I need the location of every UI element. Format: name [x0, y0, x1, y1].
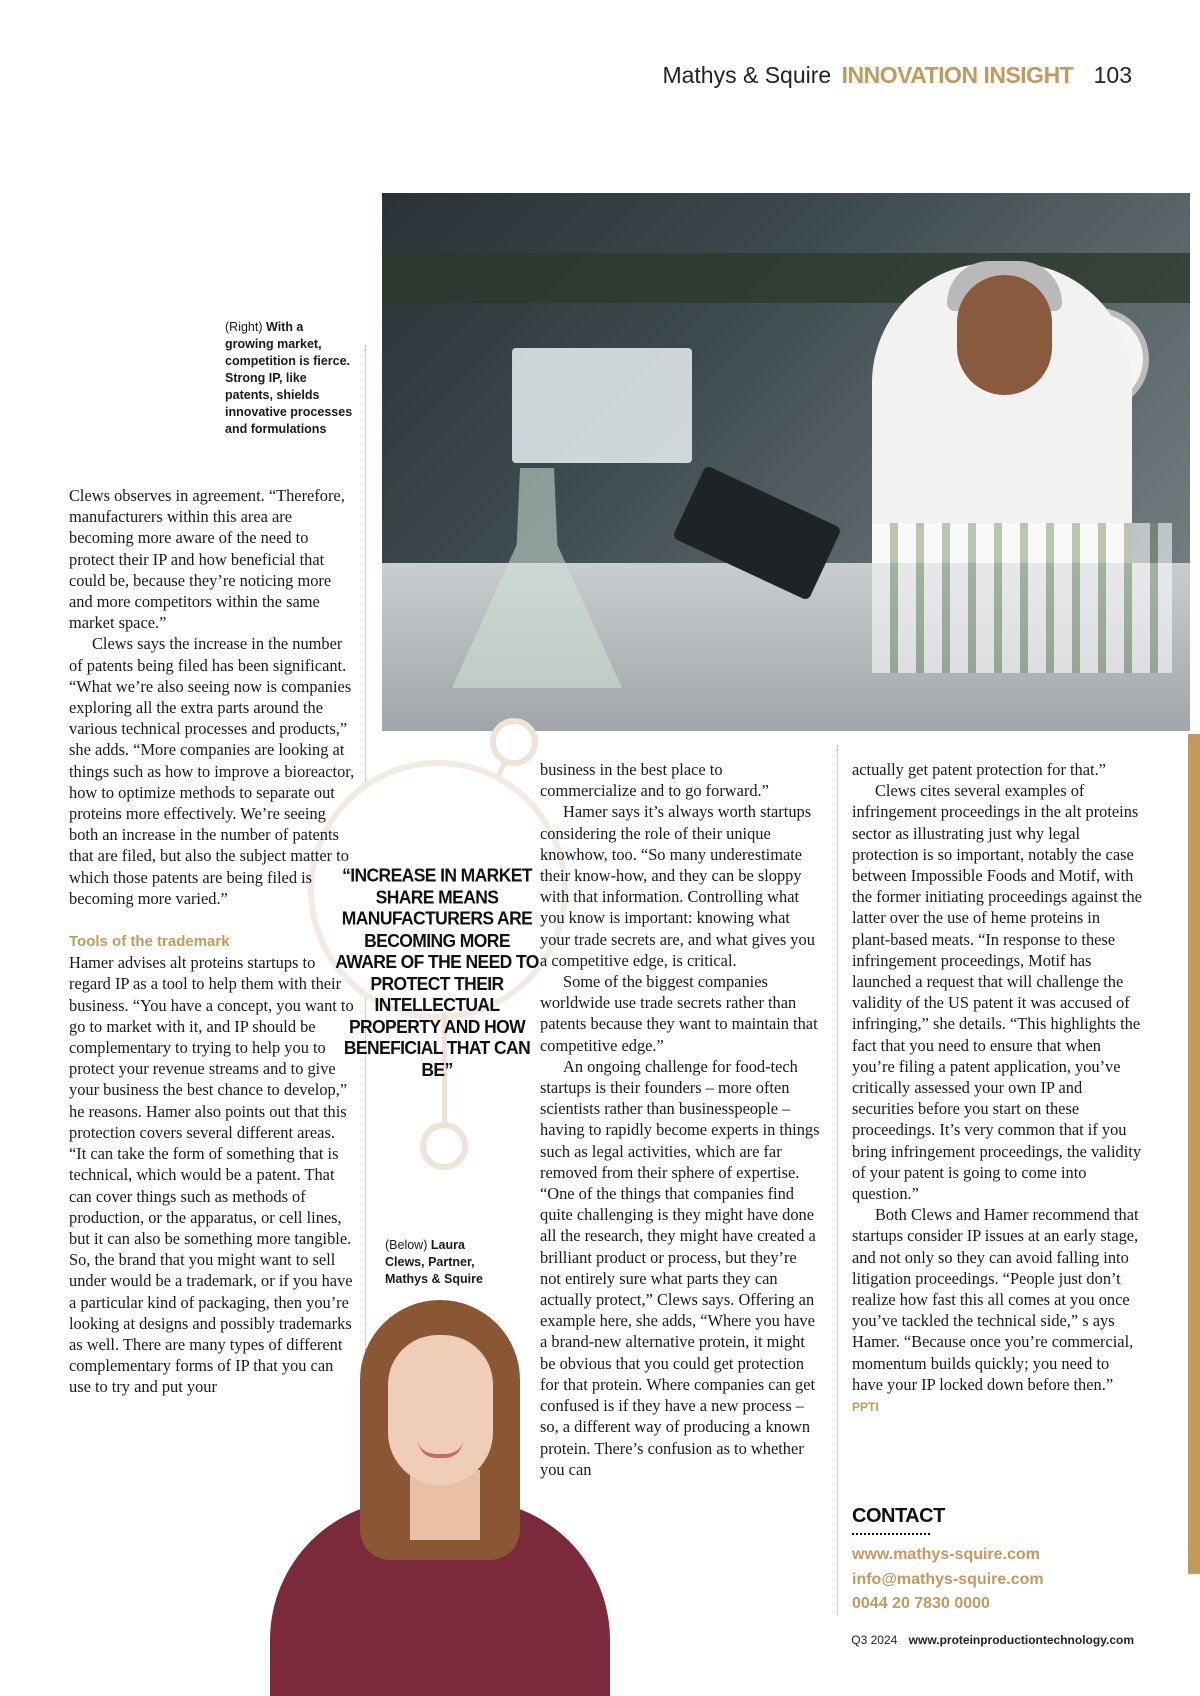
caption-text: With a growing market, competition is fierce. Strong IP, like patents, shields innovative processes and formulations: [225, 320, 353, 436]
caption-label: (Below): [385, 1238, 428, 1252]
lab-scientist-photo: [382, 193, 1190, 731]
subheading: Tools of the trademark: [69, 933, 230, 951]
photo-caption-right: [225, 319, 355, 438]
portrait-photo: [270, 1300, 610, 1696]
body-column-1: [69, 485, 355, 1398]
paragraph: Clews observes in agreement. “Therefore, manufacturers within this area are becoming more aware of the need to protect their IP and how beneficial that could be, because they’re noticing more and more competitors within the same market space.”: [69, 486, 345, 633]
paragraph: business in the best place to commercialize and to go forward.”: [540, 760, 769, 801]
footer-url[interactable]: www.proteinproductiontechnology.com: [908, 1633, 1134, 1647]
quote-connector-dot-top: [490, 718, 538, 766]
quote-connector-dot-bottom: [420, 1122, 468, 1170]
column-rule-2: [837, 745, 838, 1615]
section-title: INNOVATION INSIGHT: [841, 62, 1074, 88]
page-number: 103: [1093, 62, 1132, 88]
paragraph: actually get patent protection for that.”: [852, 760, 1106, 779]
paragraph: Clews says the increase in the number of patents being filed has been significant. “What we’re also seeing now is companies exploring all the extra parts around the various technical processes and products,” she adds. “More companies are looking at things such as how to improve a bioreactor, how to optimize methods to separate out proteins more effectively. We’re seeing both an increase in the number of patents that are filed, but also the subject matter to which those patents are being filed is becoming more varied.”: [69, 634, 355, 908]
pull-quote: “INCREASE IN MARKET SHARE MEANS MANUFACTURERS ARE BECOMING MORE AWARE OF THE NEED TO PROTECT THEIR INTELLECTUAL PROPERTY AND HOW BENEFICIAL THAT CAN BE”: [335, 864, 539, 1080]
contact-title: CONTACT: [852, 1505, 945, 1527]
contact-divider: [852, 1533, 930, 1535]
contact-box: [852, 1505, 1102, 1617]
end-mark: PPTI: [852, 1400, 879, 1415]
contact-website-link[interactable]: www.mathys-squire.com: [852, 1546, 1040, 1563]
paragraph: [852, 1204, 1142, 1418]
issue-date: Q3 2024: [851, 1633, 898, 1647]
contact-phone: 0044 20 7830 0000: [852, 1595, 990, 1612]
caption-text: Laura Clews, Partner, Mathys & Squire: [385, 1238, 483, 1286]
photo-caption-below: [385, 1237, 495, 1288]
paragraph: An ongoing challenge for food-tech startups is their founders – more often scientists rather than businesspeople – having to rapidly become experts in things such as legal activities, which are far removed from their sphere of expertise. “One of the things that companies find quite challenging is they might have done all the research, they might have created a brilliant product or process, but they’re not entirely sure what parts they can actually protect,” Clews says. Offering an example here, she adds, “Where you have a brand-new alternative protein, it might be obvious that you could get protection for that protein. Where companies can get confused is if they have a new process – so, a different way of producing a known protein. There’s confusion as to whether you can: [540, 1056, 820, 1479]
paragraph-text: Both Clews and Hamer recommend that startups consider IP issues at an early stage, and not only so they can avoid falling into litigation proceedings. “People just don’t realize how fast this all comes at you once you’ve tackled the technical side,” s ays Hamer. “Because once you’re commercial, momentum builds quickly; you need to have your IP locked down before then.”: [852, 1205, 1139, 1394]
paragraph: Some of the biggest companies worldwide use trade secrets rather than patents because they want to maintain that competitive edge.”: [540, 972, 818, 1055]
page-footer: [851, 1633, 1134, 1647]
paragraph: Clews cites several examples of infringement proceedings in the alt proteins sector as illustrating just why legal protection is so important, notably the case between Impossible Foods and Motif, with the former initiating proceedings against the latter over the use of heme proteins in plant-based meats. “In response to these infringement proceedings, Motif has launched a request that will challenge the validity of the US patent it was accused of infringing,” she details. “This highlights the fact that you need to ensure that when you’re filing a patent application, you’ve critically assessed your own IP and securities before you start on these proceedings. It’s very common that if you bring infringement proceedings, the validity of your patent is going to come into question.”: [852, 781, 1142, 1204]
accent-bar: [1188, 734, 1200, 1574]
body-column-3: [852, 759, 1142, 1418]
magazine-brand: Mathys & Squire: [662, 62, 832, 88]
page-header: [662, 62, 1132, 89]
contact-email-link[interactable]: info@mathys-squire.com: [852, 1570, 1044, 1588]
paragraph: Hamer says it’s always worth startups considering the role of their unique knowhow, too. “So many underestimate their know-how, and they can be sloppy with that information. Controlling what you know is important: knowing what your trade secrets are, and what gives you a competitive edge, is critical.: [540, 802, 815, 970]
paragraph: Hamer advises alt proteins startups to regard IP as a tool to help them with their business. “You have a concept, you want to go to market with it, and IP should be complementary to trying to help you to protect your revenue streams and to give your business the best chance to develop,” he reasons. Hamer also points out that this protection covers several different areas. “It can take the form of something that is technical, which would be a patent. That can cover things such as methods of production, or the apparatus, or cell lines, but it can also be something more tangible. So, the brand that you might want to sell under would be a trademark, or if you have a particular kind of packaging, then you’re looking at designs and possibly trademarks as well. There are many types of different complementary forms of IP that you can use to try and put your: [69, 953, 354, 1397]
caption-label: (Right): [225, 320, 263, 334]
